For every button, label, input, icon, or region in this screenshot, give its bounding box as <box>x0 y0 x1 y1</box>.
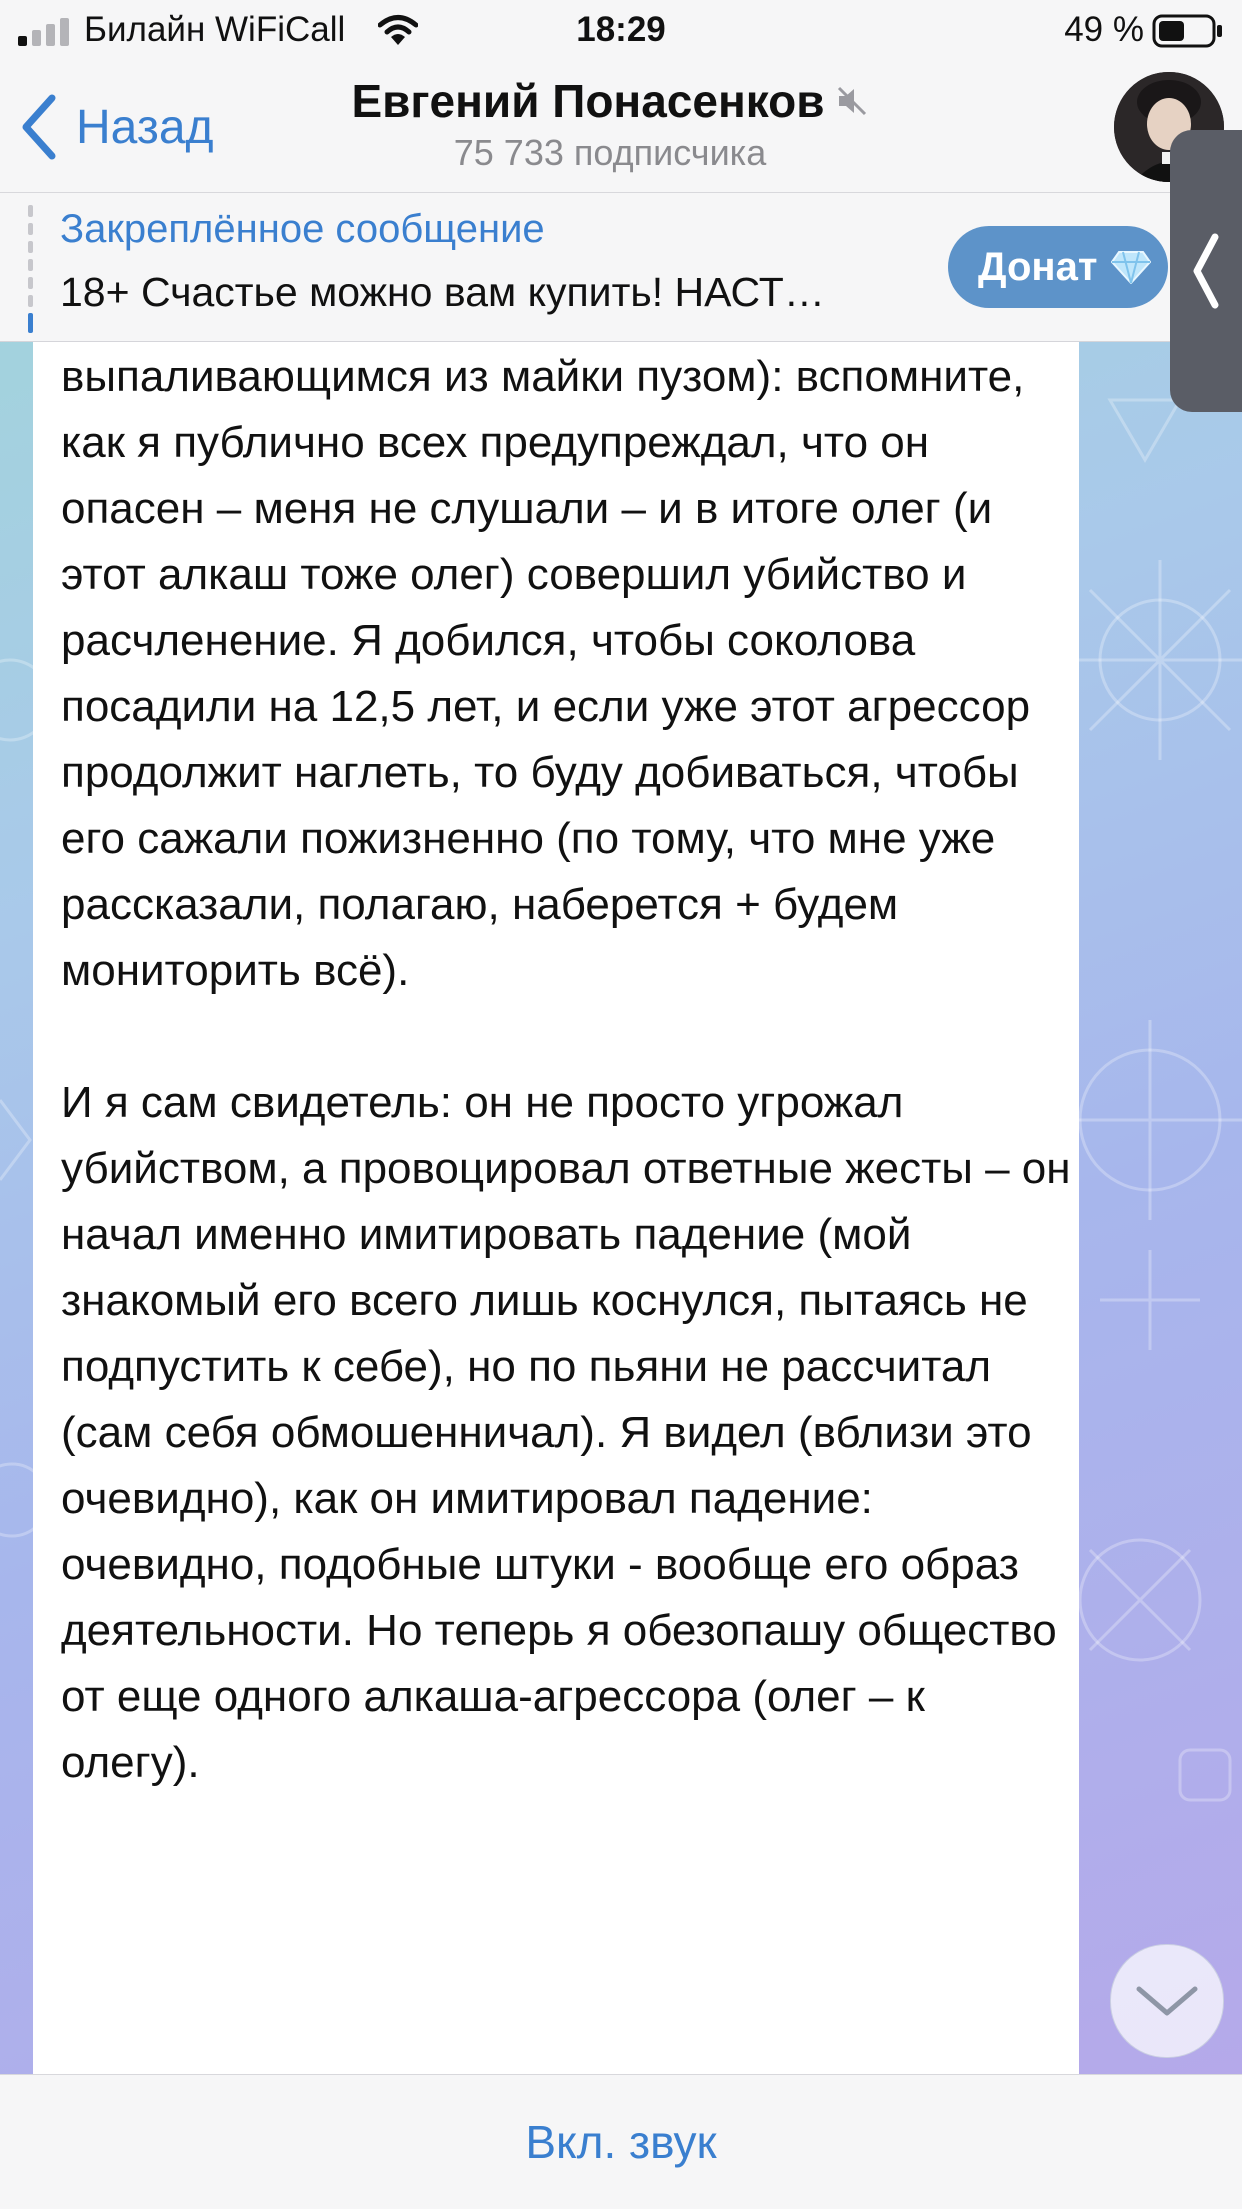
chevron-down-icon <box>1135 1983 1199 2019</box>
channel-info[interactable] <box>260 74 960 174</box>
pinned-preview: 18+ Счастье можно вам купить! НАСТ… <box>60 269 825 315</box>
message-paragraph: И я сам свидетель: он не просто угрожал убийством, а провоцировал ответные жесты – он начал именно имитировать падение (мой знакомый его всего лишь коснулся, пытаясь не подпустить к себе), но по пьяни не рассчитал (сам себя обмошенничал). Я видел (вблизи это очевидно), как он имитировал падение: очевидно, подобные штуки - вообще его образ деятельности. Но теперь я обезопашу общество от еще одного алкаша-агрессора (олег – к олегу). <box>61 1078 1071 1787</box>
clock: 18:29 <box>576 10 666 49</box>
status-bar <box>0 0 1242 62</box>
message-paragraph: выпаливающимся из майки пузом): вспомните, как я публично всех предупреждал, что он опасен – меня не слушали – и в итоге олег (и этот алкаш тоже олег) совершил убийство и расчленение. Я добился, чтобы соколова посадили на 12,5 лет, и если уже этот агрессор продолжит наглеть, то буду добиваться, чтобы его сажали пожизненно (по тому, что мне уже рассказали, полагаю, наберется + будем мониторить всё). <box>61 352 1031 995</box>
donate-label: Донат <box>978 244 1098 289</box>
pinned-title: Закреплённое сообщение <box>60 207 545 251</box>
subscriber-count: 75 733 подписчика <box>453 132 767 173</box>
message-bubble <box>33 340 1079 2074</box>
back-button[interactable] <box>18 92 214 162</box>
battery-percentage: 49 % <box>1064 10 1144 49</box>
diamond-icon <box>1111 250 1151 284</box>
pinned-indicator <box>28 205 33 333</box>
chevron-left-icon <box>18 92 58 162</box>
chevron-left-icon <box>1191 231 1221 311</box>
side-panel-handle[interactable] <box>1170 130 1242 412</box>
carrier-label: Билайн WiFiCall <box>84 10 346 49</box>
message-text <box>61 344 1071 1796</box>
muted-icon <box>835 84 869 118</box>
back-label: Назад <box>76 100 214 154</box>
pinned-message-bar[interactable] <box>0 193 1242 342</box>
bottom-bar <box>0 2074 1242 2209</box>
donate-button[interactable] <box>948 226 1168 308</box>
unmute-button[interactable]: Вкл. звук <box>525 2116 717 2168</box>
channel-title: Евгений Понасенков <box>351 75 825 127</box>
chat-header <box>0 62 1242 193</box>
battery-icon <box>1152 14 1224 48</box>
scroll-to-bottom-button[interactable] <box>1110 1944 1224 2058</box>
